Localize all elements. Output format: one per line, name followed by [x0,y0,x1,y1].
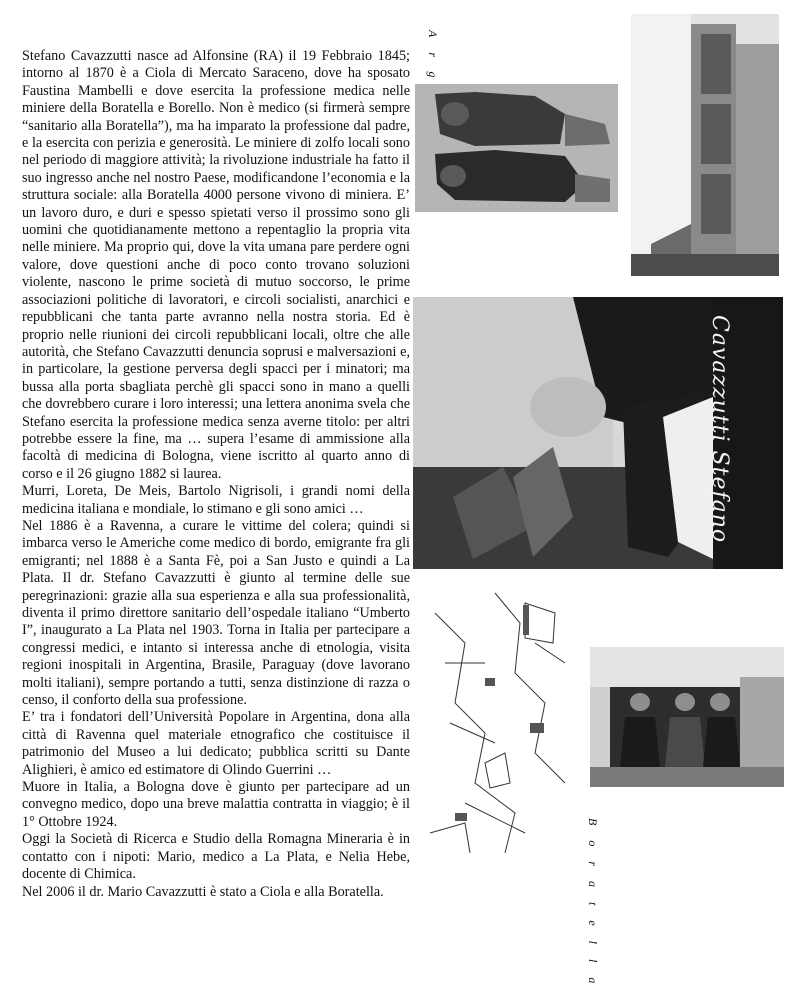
biography-text [22,48,410,901]
biography-paragraph-2: Murri, Loreta, De Meis, Bartolo Nigrisoli, i grandi nomi della medicina italiana e mondiale, lo stimano e gli sono amici … [22,483,410,517]
hospital-building-photo [631,14,779,276]
biography-paragraph-7: Nel 2006 il dr. Mario Cavazzutti è stato a Ciola e alla Boratella. [22,883,384,900]
biography-paragraph-4: E’ tra i fondatori dell’Università Popolare in Argentina, dona alla città di Ravenna quel materiale etnografico che costituisce il patrimonio del Museo a lui dedicato; pubblica scritti su Dante Alighieri, è amico ed estimatore di Olindo Guerrini … [22,709,410,778]
portrait-signature: Cavazzutti Stefano [707,315,732,544]
biography-paragraph-3: Nel 1886 è a Ravenna, a curare le vittime del colera; quindi si imbarca verso le Americhe come medico di bordo, emigrante fra gli emigranti; nel 1888 è a Santa Fè, poi a San Justo e quindi a La Plata. Il dr. Stefano Cavazzutti è giunto al termine delle sue peregrinazioni: grazie alla sua esperienza e alla sua professionalità, diventa il primo direttore sanitario dell’ospedale italiano “Umberto I”, inaugurato a La Plata nel 1903. Torna in Italia per partecipare a congressi medici, e intanto si interessa anche di etnologia, visita regioni inospitali in Argentina, Brasile, Paraguay (dove lavorano molti italiani), sempre portando a tutti, senza distinzione di razza o censo, il conforto della sua professione. [22,517,410,709]
boratella-group-photo [590,647,784,787]
biography-paragraph-6: Oggi la Società di Ricerca e Studio della Romagna Mineraria è in contatto con i nipoti: Mario, medico a La Plata, e Nelia Hebe, docente di Chimica. [22,831,410,883]
boratella-label: Boratella [586,818,600,998]
statues-photo [415,84,618,212]
mine-sketch-illustration [425,583,577,858]
biography-paragraph-1: Stefano Cavazzutti nasce ad Alfonsine (RA) il 19 Febbraio 1845; intorno al 1870 è a Ciola di Mercato Saraceno, dove ha sposato Faustina Mambelli e dove esercita la professione medica nelle miniere della Boratella e Borello. Non è medico (si firmerà sempre “sanitario alla Boratella”), ma ha imparato la professione dal padre, e la esercita con perizia e generosità. Le miniere di zolfo locali sono nel periodo di maggiore attività; la rivoluzione industriale ha fatto il suo ingresso anche nel nostro Paese, modificandone l’economia e la struttura sociale: alla Boratella 4000 persone vivono di miniera. E’ un lavoro duro, e duri e spesso spietati verso il prossimo sono gli uomini che quotidianamente mettono a repentaglio la propria vita nelle miniere. Ma proprio qui, dove la vita umana pare perdere ogni valore, dove questioni anche di poco conto trovano soluzioni violente, nascono le prime società di mutuo soccorso, le prime associazioni politiche di lavoratori, e circoli socialisti, anarchici e repubblicani che tanta parte avranno nella nostra storia. Ed è proprio nelle riunioni dei circoli repubblicani locali, oltre che alle autorità, che Stefano Cavazzutti denuncia soprusi e malversazioni e, in particolare, la gestione perversa degli spacci per i minatori; ma bussa alla porta sbagliata perchè gli spacci sono in mano a quelli che dovrebbero curare i loro interessi; una lettera anonima svela che Stefano esercita la professione medica senza averne titolo: per altri potrebbe essere la fine, ma … supera l’esame di ammissione alla facoltà di medicina di Bologna, viene iscritto al quarto anno di corso e il 26 giugno 1882 si laurea. [22,48,410,482]
biography-paragraph-5: Muore in Italia, a Bologna dove è giunto per partecipare ad un convegno medico, dopo una breve malattia contratta in viaggio; è il 1° Ottobre 1924. [22,779,410,830]
